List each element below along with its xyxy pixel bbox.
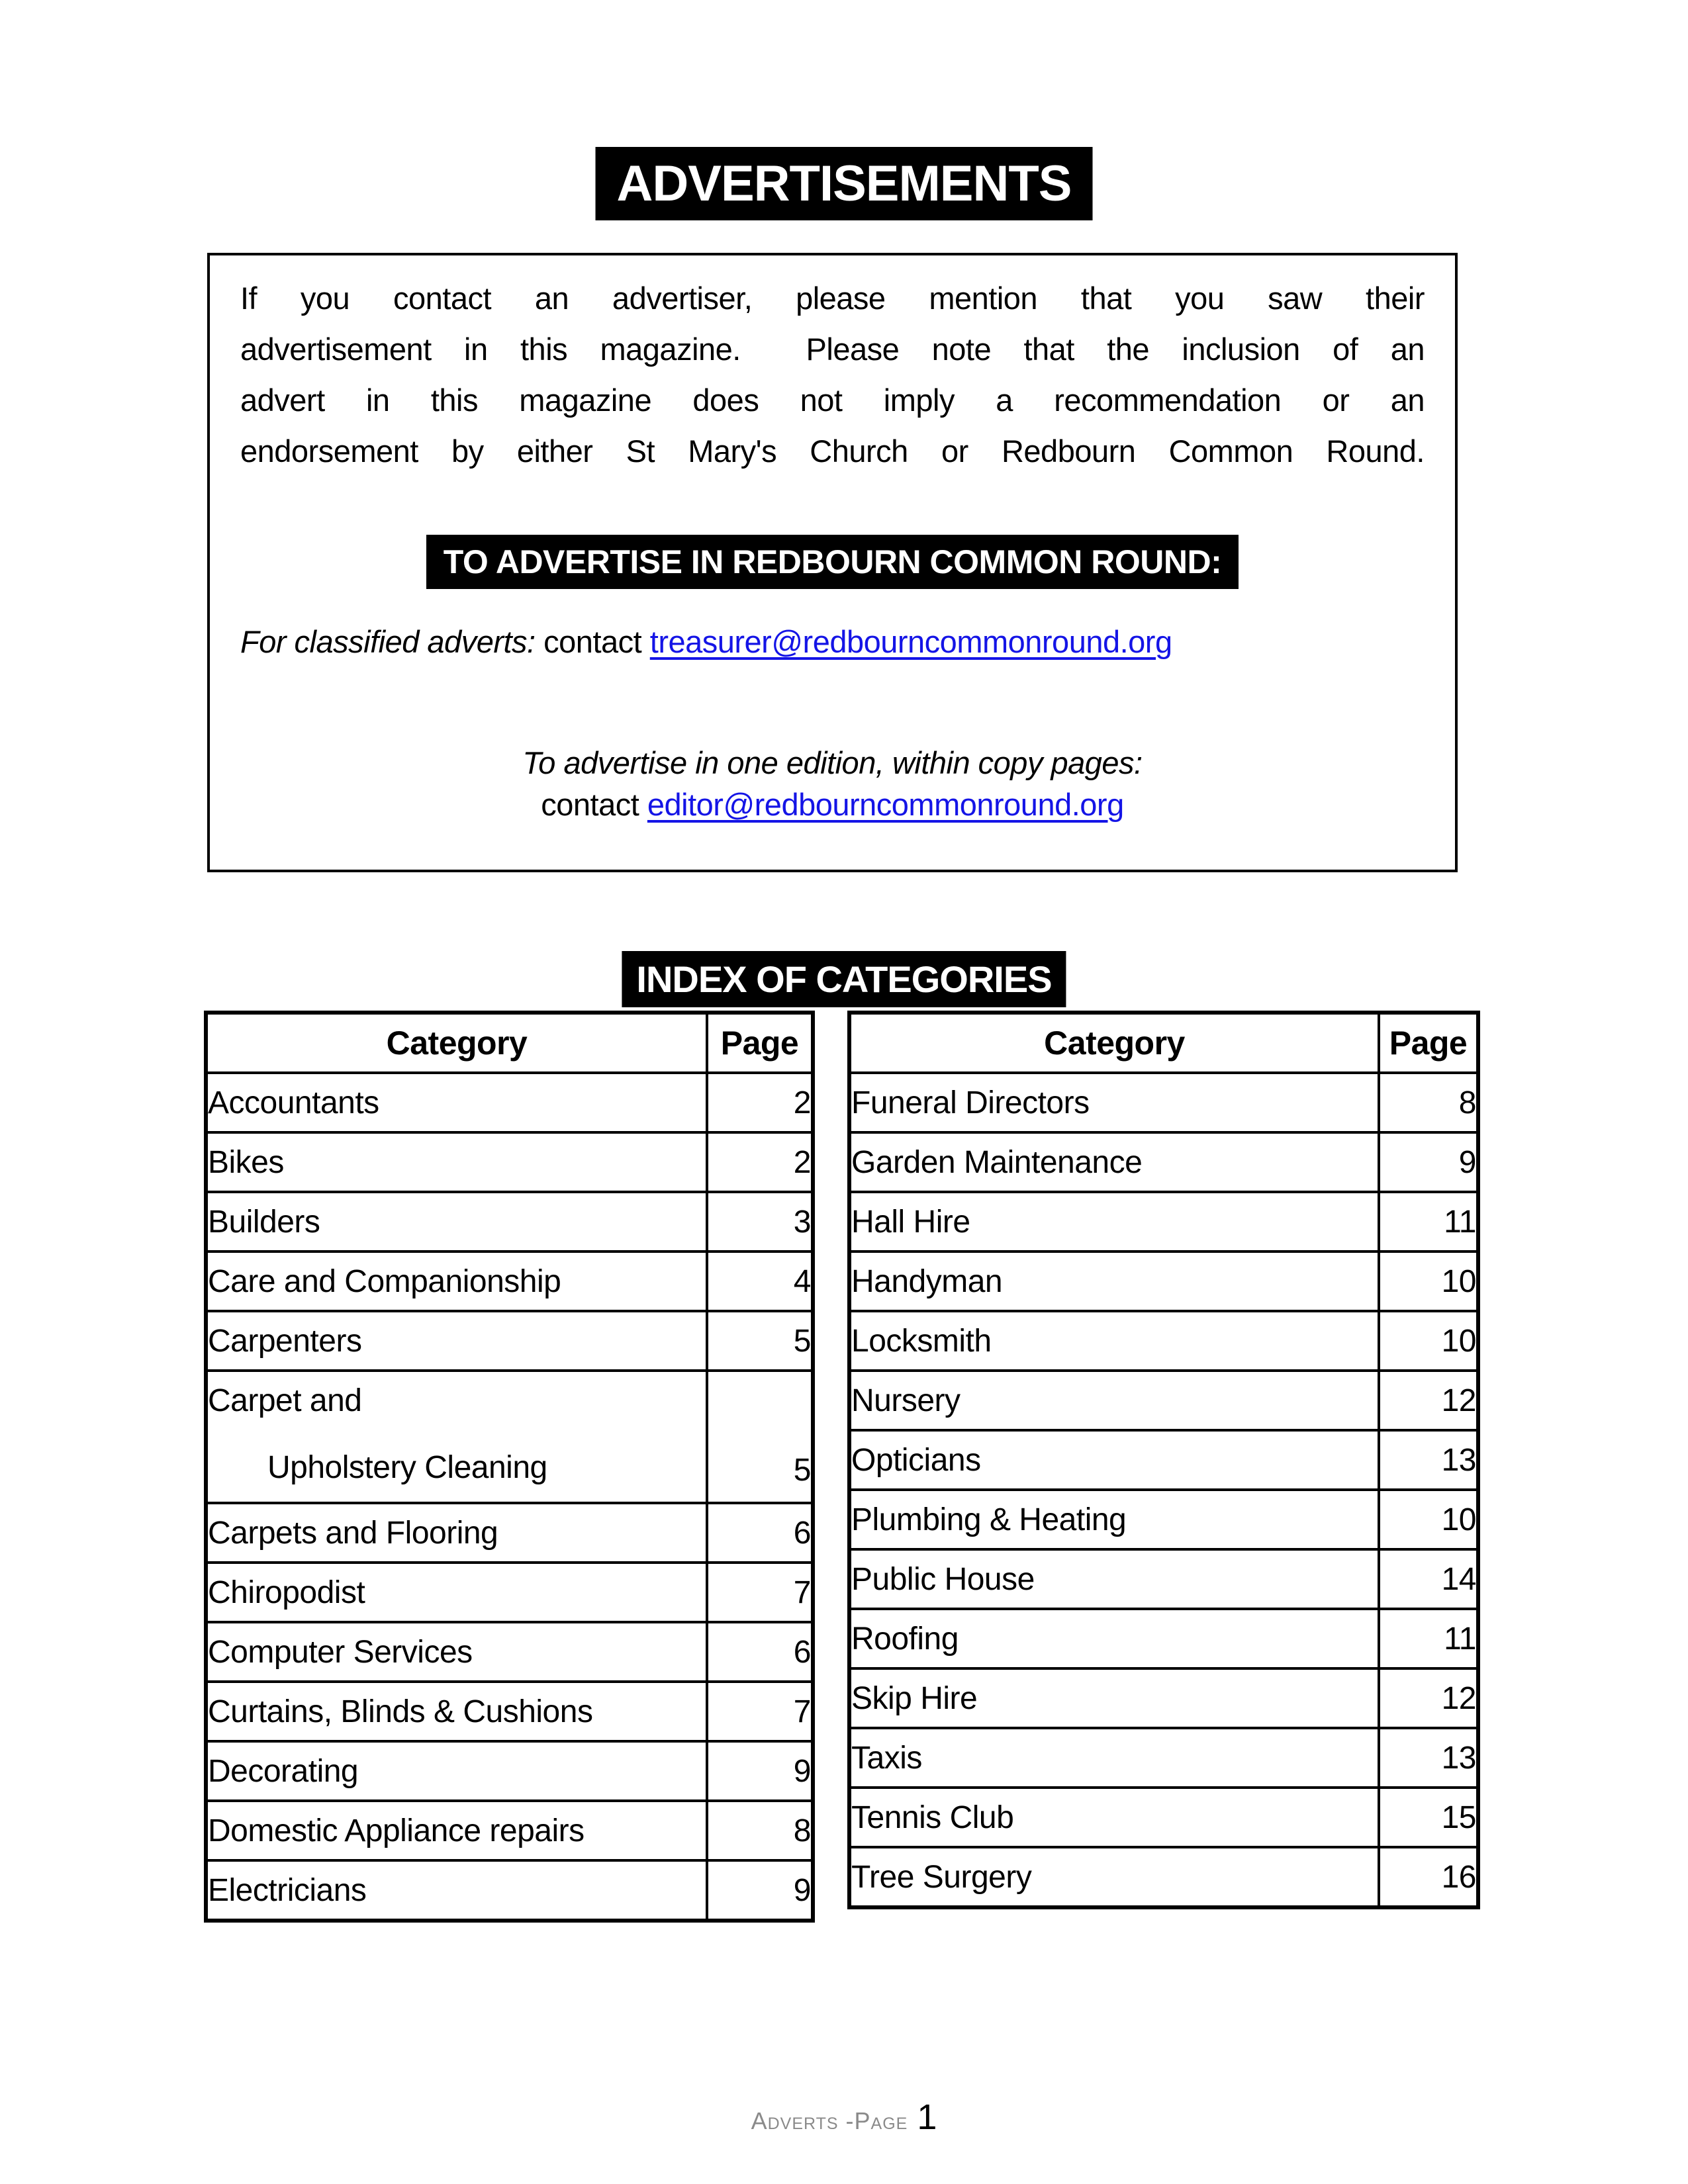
paragraph-line: If you contact an advertiser, please mention that you saw their [240, 281, 1425, 316]
category-cell: Locksmith [849, 1311, 1379, 1371]
table-header-row [206, 1013, 813, 1073]
table-row [849, 1788, 1478, 1847]
category-cell: Taxis [849, 1728, 1379, 1788]
table-row [206, 1741, 813, 1801]
category-cell: Public House [849, 1549, 1379, 1609]
category-cell: Hall Hire [849, 1192, 1379, 1251]
category-cell: Nursery [849, 1371, 1379, 1430]
page-cell: 2 [707, 1132, 813, 1192]
page-cell: 9 [707, 1741, 813, 1801]
page-cell: 9 [1379, 1132, 1478, 1192]
category-cell: Garden Maintenance [849, 1132, 1379, 1192]
page-cell: 13 [1379, 1728, 1478, 1788]
page-cell: 2 [707, 1073, 813, 1132]
page-cell: 8 [707, 1801, 813, 1860]
page-cell: 7 [707, 1682, 813, 1741]
page-cell: 13 [1379, 1430, 1478, 1490]
page-cell: 10 [1379, 1311, 1478, 1371]
advertiser-notice-paragraph [240, 273, 1425, 477]
page-cell: 14 [1379, 1549, 1478, 1609]
page-title: ADVERTISEMENTS [596, 147, 1093, 220]
category-cell: Carpet and Upholstery Cleaning [206, 1371, 707, 1503]
category-cell: Handyman [849, 1251, 1379, 1311]
category-cell: Computer Services [206, 1622, 707, 1682]
category-header: Category [849, 1013, 1379, 1073]
page-cell: 5 [707, 1371, 813, 1503]
page-cell: 11 [1379, 1609, 1478, 1668]
classified-contact-word: contact [535, 624, 650, 659]
category-cell: Chiropodist [206, 1563, 707, 1622]
advertiser-notice-box [207, 253, 1458, 872]
table-row [849, 1073, 1478, 1132]
page-cell: 8 [1379, 1073, 1478, 1132]
table-row [206, 1860, 813, 1921]
editor-email-link[interactable]: editor@redbourncommonround.org [647, 787, 1124, 822]
category-cell: Curtains, Blinds & Cushions [206, 1682, 707, 1741]
category-cell: Care and Companionship [206, 1251, 707, 1311]
page-cell: 10 [1379, 1251, 1478, 1311]
category-cell: Accountants [206, 1073, 707, 1132]
page-cell: 6 [707, 1503, 813, 1563]
category-cell: Plumbing & Heating [849, 1490, 1379, 1549]
table-row [206, 1132, 813, 1192]
advertise-banner: TO ADVERTISE IN REDBOURN COMMON ROUND: [426, 535, 1239, 589]
table-row [849, 1847, 1478, 1907]
table-row [206, 1801, 813, 1860]
treasurer-email-link[interactable]: treasurer@redbourncommonround.org [649, 624, 1172, 659]
paragraph-line: endorsement by either St Mary's Church or Redbourn Common Round. [240, 433, 1425, 469]
table-row [206, 1192, 813, 1251]
classified-adverts-line [240, 623, 1425, 660]
page-footer [0, 2097, 1688, 2138]
category-cell: Tennis Club [849, 1788, 1379, 1847]
edition-advertise-line: To advertise in one edition, within copy pages: [522, 745, 1143, 780]
classified-prefix: For classified adverts: [240, 624, 536, 659]
table-row [206, 1622, 813, 1682]
page-header: Page [707, 1013, 813, 1073]
edition-contact-line [210, 786, 1455, 823]
category-header: Category [206, 1013, 707, 1073]
category-cell: Bikes [206, 1132, 707, 1192]
footer-label: Adverts -Page [751, 2107, 908, 2134]
table-row [206, 1073, 813, 1132]
index-table-right [847, 1011, 1480, 1909]
page-cell: 16 [1379, 1847, 1478, 1907]
table-row [206, 1371, 813, 1503]
category-cell: Opticians [849, 1430, 1379, 1490]
table-row [206, 1311, 813, 1371]
index-table-left [204, 1011, 815, 1923]
page-cell: 9 [707, 1860, 813, 1921]
category-cell: Funeral Directors [849, 1073, 1379, 1132]
table-row [849, 1668, 1478, 1728]
footer-page-number: 1 [917, 2097, 937, 2137]
page-cell: 15 [1379, 1788, 1478, 1847]
table-row [849, 1728, 1478, 1788]
category-cell: Carpets and Flooring [206, 1503, 707, 1563]
category-cell: Tree Surgery [849, 1847, 1379, 1907]
table-row [849, 1549, 1478, 1609]
paragraph-line: advert in this magazine does not imply a recommendation or an [240, 383, 1425, 418]
table-row [849, 1490, 1478, 1549]
page-cell: 10 [1379, 1490, 1478, 1549]
page-cell: 5 [707, 1311, 813, 1371]
table-row [206, 1682, 813, 1741]
table-row [206, 1251, 813, 1311]
table-row [849, 1371, 1478, 1430]
table-row [849, 1132, 1478, 1192]
page-cell: 11 [1379, 1192, 1478, 1251]
table-row [849, 1430, 1478, 1490]
index-of-categories-banner: INDEX OF CATEGORIES [622, 951, 1066, 1007]
table-header-row [849, 1013, 1478, 1073]
category-cell: Skip Hire [849, 1668, 1379, 1728]
table-row [849, 1251, 1478, 1311]
category-cell: Builders [206, 1192, 707, 1251]
category-cell: Carpenters [206, 1311, 707, 1371]
table-row [849, 1311, 1478, 1371]
table-row [206, 1563, 813, 1622]
table-row [849, 1609, 1478, 1668]
page-cell: 12 [1379, 1371, 1478, 1430]
category-cell: Roofing [849, 1609, 1379, 1668]
page-cell: 12 [1379, 1668, 1478, 1728]
table-row [206, 1503, 813, 1563]
paragraph-line: advertisement in this magazine. Please note that the inclusion of an [240, 332, 1425, 367]
edition-contact-word: contact [541, 787, 647, 822]
category-cell: Domestic Appliance repairs [206, 1801, 707, 1860]
page-cell: 7 [707, 1563, 813, 1622]
category-cell: Electricians [206, 1860, 707, 1921]
page-cell: 4 [707, 1251, 813, 1311]
category-cell: Decorating [206, 1741, 707, 1801]
page-header: Page [1379, 1013, 1478, 1073]
page-cell: 6 [707, 1622, 813, 1682]
table-row [849, 1192, 1478, 1251]
page-cell: 3 [707, 1192, 813, 1251]
